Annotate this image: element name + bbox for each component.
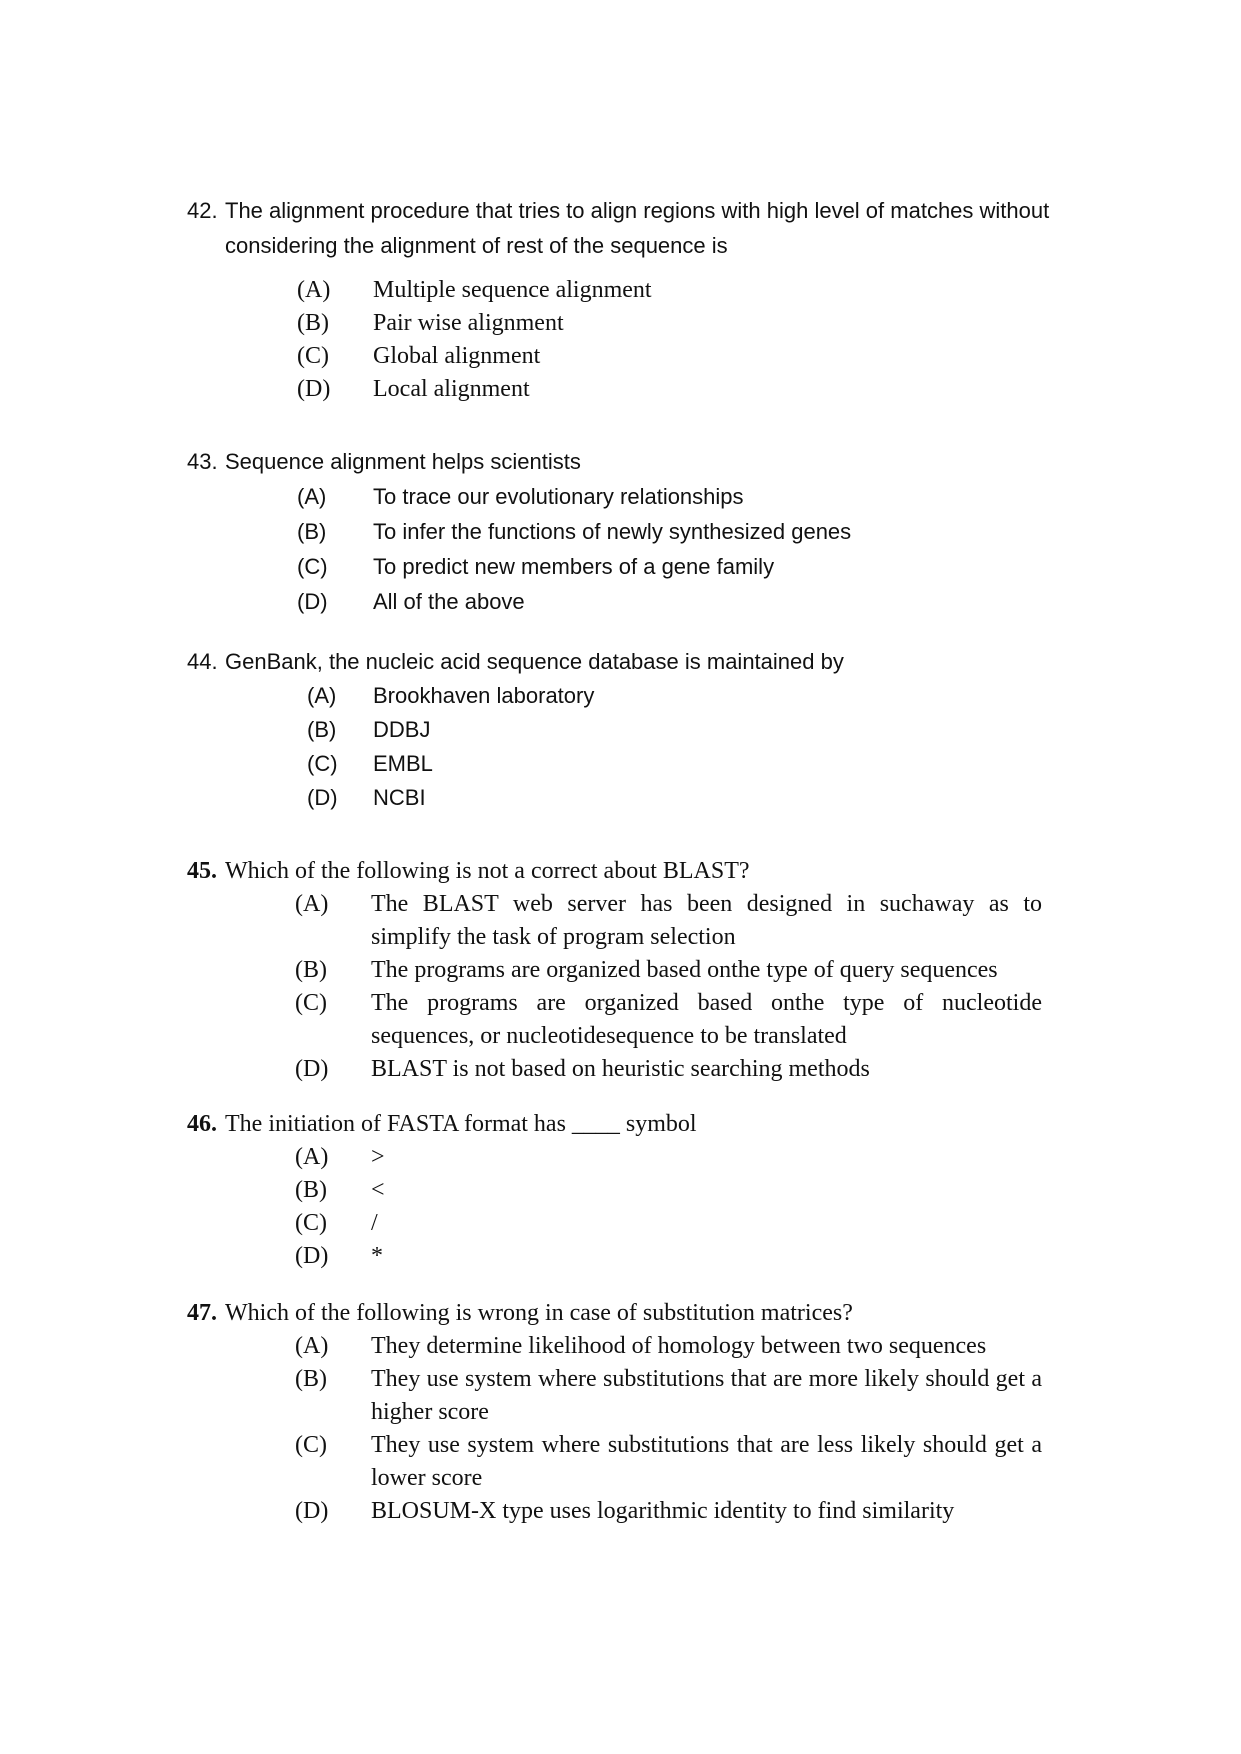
question-text: The initiation of FASTA format has ____ symbol (225, 1111, 697, 1137)
option-list (295, 888, 1042, 1086)
option-b (295, 1174, 595, 1207)
option-text: To infer the functions of newly synthesized genes (373, 519, 852, 544)
option-label: (B) (307, 717, 337, 742)
question-stem (187, 1108, 1087, 1141)
option-label: (D) (297, 589, 328, 614)
question-stem (187, 644, 1087, 679)
question-stem (187, 1297, 1087, 1330)
question-44 (187, 644, 1087, 815)
option-label: (A) (295, 891, 329, 917)
option-text: Local alignment (373, 376, 530, 402)
option-text: The BLAST web server has been designed in suchaway as to simplify the task of program selection (371, 891, 1042, 950)
question-text: Sequence alignment helps scientists (225, 449, 581, 474)
question-stem (187, 444, 1087, 479)
option-text: * (371, 1243, 383, 1269)
option-label: (B) (295, 1177, 327, 1203)
option-text: The programs are organized based onthe type of query sequences (371, 957, 998, 983)
option-text: They determine likelihood of homology between two sequences (371, 1333, 987, 1359)
option-b (295, 954, 1042, 987)
option-c (297, 340, 817, 373)
option-label: (D) (295, 1243, 329, 1269)
option-label: (C) (297, 554, 328, 579)
option-b (297, 307, 817, 340)
option-b (307, 713, 907, 747)
option-a (297, 479, 997, 514)
question-47 (187, 1297, 1087, 1528)
question-42 (187, 193, 1087, 406)
option-text: NCBI (373, 785, 426, 810)
option-list (295, 1141, 595, 1273)
option-b (297, 514, 997, 549)
question-number: 43. (187, 449, 218, 474)
option-label: (C) (297, 343, 329, 369)
option-text: To trace our evolutionary relationships (373, 484, 744, 509)
question-number: 45. (187, 858, 217, 884)
option-b (295, 1363, 1042, 1429)
option-label: (A) (295, 1333, 329, 1359)
option-text: Pair wise alignment (373, 310, 564, 336)
option-c (295, 987, 1042, 1053)
option-label: (D) (295, 1056, 329, 1082)
option-a (307, 679, 907, 713)
option-label: (A) (297, 484, 327, 509)
option-a (297, 274, 817, 307)
option-d (295, 1240, 595, 1273)
question-number: 44. (187, 649, 218, 674)
option-c (295, 1207, 595, 1240)
option-label: (B) (297, 519, 327, 544)
question-text: Which of the following is not a correct about BLAST? (225, 858, 750, 884)
option-label: (C) (295, 990, 327, 1016)
question-number: 42. (187, 198, 218, 223)
option-label: (C) (307, 751, 338, 776)
question-46 (187, 1108, 1087, 1273)
question-number: 47. (187, 1300, 217, 1326)
option-label: (C) (295, 1210, 327, 1236)
option-d (297, 584, 997, 619)
option-list (307, 679, 907, 815)
question-stem (187, 193, 1087, 263)
option-text: To predict new members of a gene family (373, 554, 775, 579)
option-d (295, 1053, 1042, 1086)
option-label: (B) (295, 1366, 327, 1392)
option-text: EMBL (373, 751, 433, 776)
option-text: / (371, 1210, 378, 1236)
option-text: Brookhaven laboratory (373, 683, 595, 708)
option-label: (A) (307, 683, 337, 708)
option-c (295, 1429, 1042, 1495)
option-text: DDBJ (373, 717, 431, 742)
option-list (295, 1330, 1042, 1528)
option-c (307, 747, 907, 781)
option-text: Global alignment (373, 343, 541, 369)
option-a (295, 1330, 1042, 1363)
option-text: They use system where substitutions that are more likely should get a higher score (371, 1366, 1042, 1425)
option-text: > (371, 1144, 385, 1170)
option-a (295, 888, 1042, 954)
question-text: GenBank, the nucleic acid sequence database is maintained by (225, 649, 844, 674)
option-text: The programs are organized based onthe type of nucleotide sequences, or nucleotidesequence to be translated (371, 990, 1042, 1049)
option-c (297, 549, 997, 584)
option-text: Multiple sequence alignment (373, 277, 652, 303)
option-list (297, 479, 997, 619)
option-d (297, 373, 817, 406)
option-label: (D) (297, 376, 331, 402)
option-d (295, 1495, 1042, 1528)
option-a (295, 1141, 595, 1174)
option-list (297, 274, 817, 406)
option-text: All of the above (373, 589, 525, 614)
option-label: (C) (295, 1432, 327, 1458)
question-text: The alignment procedure that tries to align regions with high level of matches without considering the alignment of rest of the sequence is (225, 198, 1050, 258)
question-number: 46. (187, 1111, 217, 1137)
option-d (307, 781, 907, 815)
option-label: (B) (295, 957, 327, 983)
question-43 (187, 444, 1087, 619)
option-label: (D) (295, 1498, 329, 1524)
question-45 (187, 855, 1087, 1086)
option-label: (D) (307, 785, 338, 810)
option-label: (A) (297, 277, 331, 303)
option-label: (A) (295, 1144, 329, 1170)
option-text: BLAST is not based on heuristic searching methods (371, 1056, 870, 1082)
option-text: < (371, 1177, 385, 1203)
option-label: (B) (297, 310, 329, 336)
option-text: BLOSUM-X type uses logarithmic identity to find similarity (371, 1498, 955, 1524)
question-stem (187, 855, 1087, 888)
option-text: They use system where substitutions that are less likely should get a lower score (371, 1432, 1042, 1491)
question-text: Which of the following is wrong in case of substitution matrices? (225, 1300, 853, 1326)
